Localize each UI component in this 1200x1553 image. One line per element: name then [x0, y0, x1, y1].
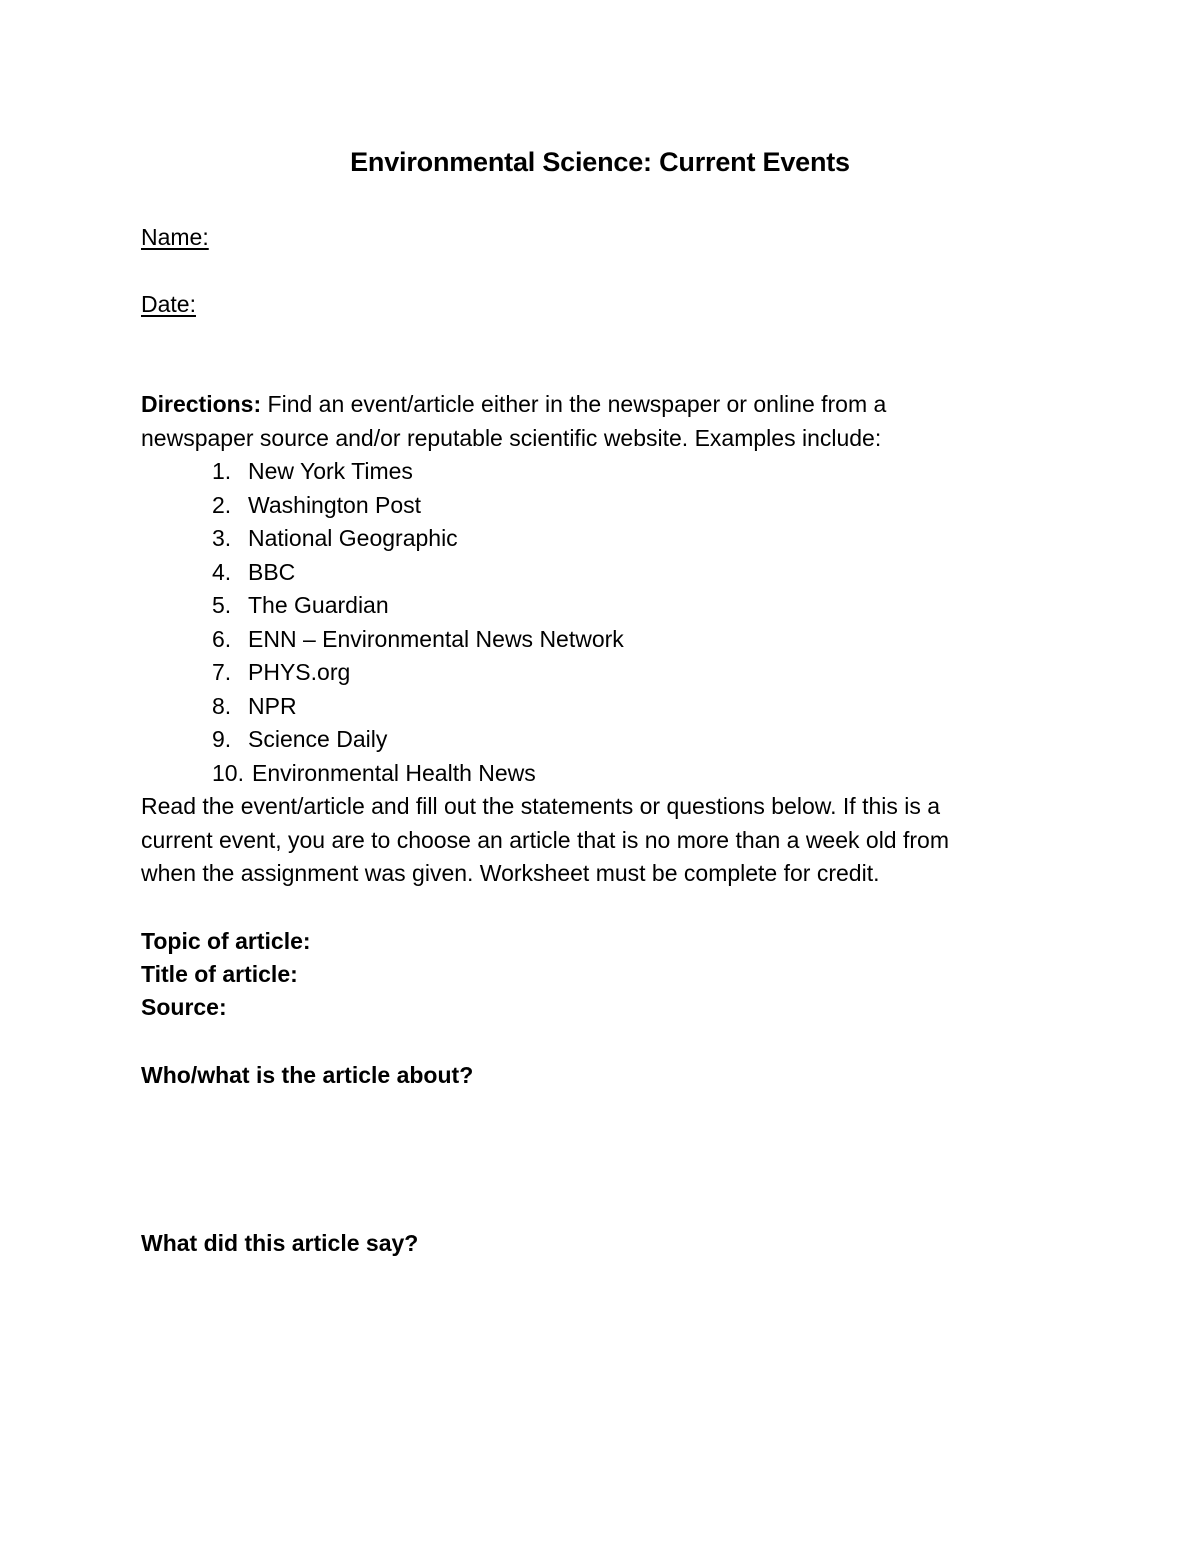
- list-item: 8. NPR: [212, 693, 297, 719]
- example-source: PHYS.org: [248, 659, 351, 685]
- list-item: 1. New York Times: [212, 458, 413, 484]
- list-item: 4. BBC: [212, 559, 296, 585]
- example-source: The Guardian: [248, 592, 389, 618]
- list-item: 9. Science Daily: [212, 726, 388, 752]
- list-item: 3. National Geographic: [212, 525, 458, 551]
- instructions-line-1: Read the event/article and fill out the statements or questions below. If this is a: [141, 793, 941, 819]
- instructions-line-2: current event, you are to choose an article that is no more than a week old from: [141, 827, 949, 853]
- example-source: Environmental Health News: [252, 760, 536, 786]
- list-item: 10. Environmental Health News: [212, 760, 536, 786]
- name-label: Name:: [141, 224, 209, 250]
- example-source: NPR: [248, 693, 297, 719]
- page-title: Environmental Science: Current Events: [350, 147, 850, 177]
- topic-prompt: Topic of article:: [141, 928, 311, 954]
- directions-line-1: [141, 389, 886, 419]
- example-source: ENN – Environmental News Network: [248, 626, 624, 652]
- directions-label: Directions:: [141, 391, 262, 417]
- directions-line-2: newspaper source and/or reputable scientific website. Examples include:: [141, 425, 882, 451]
- list-item: 2. Washington Post: [212, 492, 422, 518]
- date-label: Date:: [141, 291, 196, 317]
- what-said-question: What did this article say?: [141, 1230, 419, 1256]
- instructions-line-3: when the assignment was given. Worksheet must be complete for credit.: [141, 860, 880, 886]
- example-source: Science Daily: [248, 726, 388, 752]
- source-prompt: Source:: [141, 994, 227, 1020]
- directions-text-1: Find an event/article either in the newspaper or online from a: [261, 391, 887, 417]
- list-item: 6. ENN – Environmental News Network: [212, 626, 624, 652]
- example-source: National Geographic: [248, 525, 458, 551]
- list-item: 7. PHYS.org: [212, 659, 351, 685]
- example-source: New York Times: [248, 458, 413, 484]
- example-source: Washington Post: [248, 492, 422, 518]
- list-item: 5. The Guardian: [212, 592, 389, 618]
- who-what-question: Who/what is the article about?: [141, 1062, 474, 1088]
- title-prompt: Title of article:: [141, 961, 298, 987]
- example-source: BBC: [248, 559, 296, 585]
